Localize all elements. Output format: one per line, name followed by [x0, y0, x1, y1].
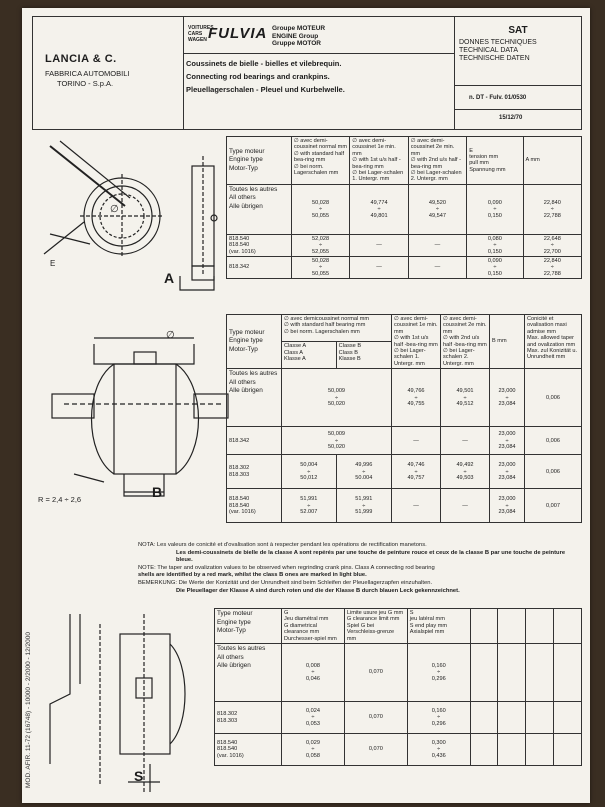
note-de: BEMERKUNG: Die Werte der Konizität und der Unrundheit sind beim Schleifen der Pleuellagerzapfen einzuhalten. [138, 579, 433, 586]
document-page [22, 8, 590, 803]
label-e: E [50, 259, 56, 268]
divider [455, 109, 581, 110]
table-row: Toutes les autres All others Alle übrigen 0,008 ÷ 0,046 0,070 0,160 ÷ 0,296 [215, 644, 582, 702]
model-name: FULVIA [208, 25, 268, 42]
table-row: 818.302 818.303 0,024 ÷ 0,053 0,070 0,160 ÷ 0,296 [215, 702, 582, 734]
note-fr: NOTA: Les valeurs de conicité et d'ovalisation sont à respecter pendant les opérations de rectification manetons. [138, 542, 427, 548]
table-a [226, 136, 582, 279]
group-labels: Groupe MOTEUR ENGINE Group Gruppe MOTOR [272, 25, 326, 47]
header-block [32, 16, 582, 130]
table-row: Toutes les autres All others Alle übrigen 50,028 ÷ 50,055 49,774 ÷ 49,801 49,520 ÷ 49,547 0,090 ÷ 0,150 22,840 ÷ 22,788 [227, 184, 582, 234]
header-class-a: Classe A Class A Klasse A [282, 342, 337, 369]
label-a: A [164, 270, 175, 286]
table-c [214, 608, 582, 766]
company-cell [33, 17, 184, 129]
table-b [226, 314, 582, 523]
divider [455, 85, 581, 86]
divider [184, 53, 454, 54]
radius-label: R = 2,4 ÷ 2,6 [38, 495, 82, 504]
note-en-cont: shells are identified by a red mark, whilst the class B ones are marked in light blue. [138, 572, 367, 579]
label-b: B [152, 484, 163, 500]
svg-text:∅: ∅ [166, 330, 175, 341]
table-row: 818.342 50,009 ÷ 50,020 — — 23,000 ÷ 23,084 0,006 [227, 427, 582, 455]
technical-data-labels: DONNES TECHNIQUES TECHNICAL DATA TECHNISCHE DATEN [459, 39, 537, 62]
crankshaft-diagram [34, 324, 232, 536]
table-header-row [227, 137, 582, 185]
table-header-row: Type moteur Engine type Motor-Typ G Jeu diamétral mm G diametrical clearance mm Durchesser-spiel mm Limite usure jeu G mm G clearance limit mm Spiel G bei Verschleiss-grenze mm S jeu latéral mm S end play mm Axialspiel mm [215, 609, 582, 644]
header-second-undersize: ∅ avec demi-coussinet 2e min. mm ∅ with 2nd u/s half -bea-ring mm ∅ bei Lager-schalen 2. Untergr. mm [408, 137, 466, 185]
table-row: 818.302 818.303 50,004 ÷ 50,012 49,996 ÷ 50.004 49,746 ÷ 49,757 49,492 ÷ 49,503 23,000 ÷ 23,084 0,006 [227, 455, 582, 489]
note-en: NOTE: The taper and ovalization values to be observed when regrinding crank pins. Class A connecting rod bearing [138, 564, 435, 571]
end-play-diagram [40, 604, 200, 800]
table-row: 818.540 818.540 (var. 1016) 51,991 ÷ 52.007 51,991 ÷ 51,999 — — 23,000 ÷ 23,084 0,007 [227, 489, 582, 523]
notes-block [138, 542, 582, 595]
sat-label: SAT [508, 25, 528, 36]
note-fr-cont: Les demi-coussinets de bielle de la classe A sont repérés par une touche de peinture rouce et ceux de la classe B par une touche de peinture bleue. [176, 549, 566, 564]
document-number: n. DT - Fulv. 01/0530 [469, 95, 527, 101]
label-s: S [134, 768, 144, 784]
header-first-undersize: ∅ avec demi-coussinet 1e min. mm ∅ with 1st u/s half -bea-ring mm ∅ bei Lager-schalen 1. Untergr. mm [350, 137, 408, 185]
side-print-code: MOD. AFIR. 11-72 (16748) - 10000 - 2/2000 - 12/2000 [25, 632, 32, 788]
diameter-symbol: ∅ [110, 204, 119, 215]
connecting-rod-diagram [30, 126, 230, 306]
note-de-cont: Die Pleuellager der Klasse A sind durch roten und die der Klasse B durch blauen Leck gekennzeichnet. [176, 587, 460, 594]
header-type: Type moteur Engine type Motor-Typ [227, 137, 292, 185]
sat-cell [455, 17, 581, 129]
table-row: 818.540 818.540 (var. 1016) 0,029 ÷ 0,058 0,070 0,300 ÷ 0,436 [215, 734, 582, 766]
table-header-row: Type moteur Engine type Motor-Typ ∅ avec demicoussinet normal mm ∅ with standard half bearing mm ∅ bei norm. Lagerschalen mm ∅ avec demi-coussinet 1e min. mm ∅ with 1st u/s half -bea-ring mm ∅ bei Lager-schalen 1. Untergr. mm ∅ avec demi-coussinet 2e min. mm ∅ with 2nd u/s half -bea-ring mm ∅ bei Lager-schalen 2. Untergr. mm B mm Conicité et ovalisation maxi admise mm Max. allowed taper and ovalization mm Max. zul Konizität u. Unrundheit mm [227, 315, 582, 342]
company-location: TORINO - S.p.A. [57, 79, 114, 88]
company-name: LANCIA & C. [45, 53, 117, 65]
vehicle-type-labels: VOITURES CARS WAGEN [188, 25, 214, 43]
company-subtitle: FABBRICA AUTOMOBILI [45, 69, 130, 78]
header-a: A mm [523, 137, 581, 185]
document-date: 15/12/70 [499, 115, 523, 121]
header-class-b: Classe B Class B Klasse B [336, 342, 391, 369]
table-row: 818.342 50,028 ÷ 50,055 — — 0,090 ÷ 0,150 22,840 ÷ 22,788 [227, 257, 582, 279]
header-normal: ∅ avec demi-coussinet normal mm ∅ with standard half bea-ring mm ∅ bei norm. Lagerschalen mm [291, 137, 349, 185]
table-row: Toutes les autres All others Alle übrigen 50,009 ÷ 50,020 49,766 ÷ 49,755 49,501 ÷ 49,512 23,000 ÷ 23,084 0,006 [227, 369, 582, 427]
subject-cell [184, 17, 455, 129]
table-row: 818.540 818.540 (var. 1016) 52,028 ÷ 52,055 — — 0,080 ÷ 0,150 22,648 ÷ 22,700 [227, 234, 582, 256]
subject-title: Coussinets de bielle - bielles et vilebrequin. Connecting rod bearings and crankpins. Pleuellagerschalen - Pleuel und Kurbelwelle. [186, 59, 345, 94]
header-tension: E tension mm pull mm Spannung mm [467, 137, 523, 185]
